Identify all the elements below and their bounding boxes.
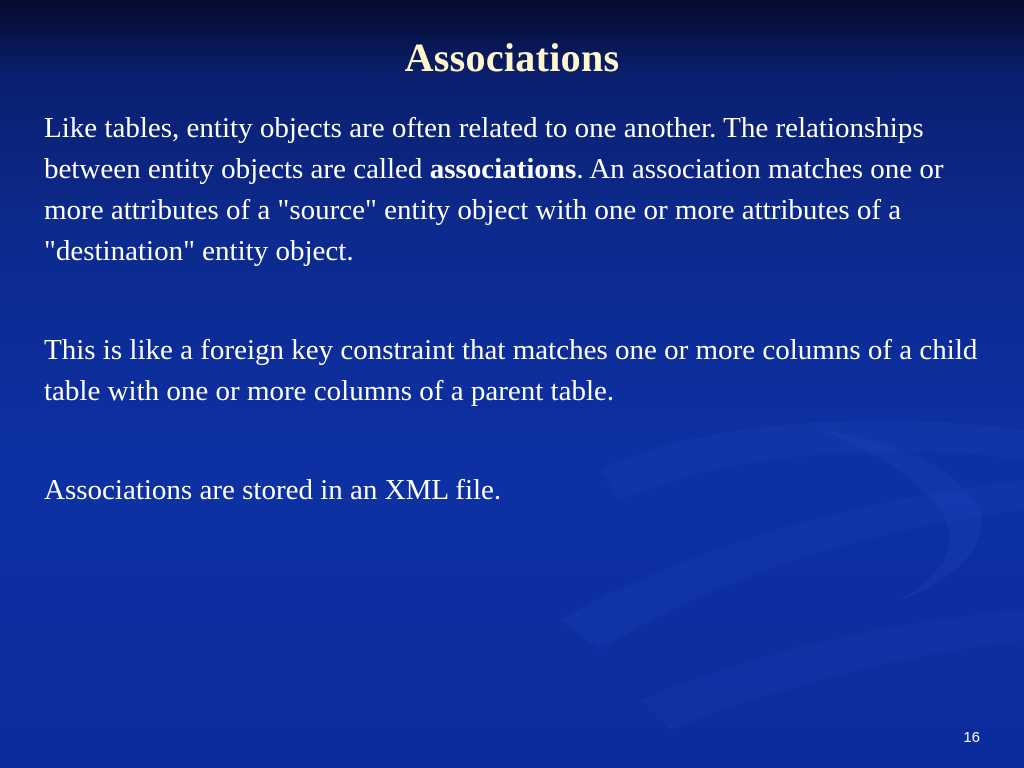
bold-term: associations — [429, 153, 577, 185]
slide-body — [44, 108, 994, 511]
paragraph-foreign-key-analogy: This is like a foreign key constraint that matches one or more columns of a child table with one or more columns of a parent table. — [44, 334, 978, 407]
paragraph-text: . An association matches one or more attributes of a "source" entity object with one or more attributes of a "destination" entity object. — [44, 153, 944, 267]
paragraph-associations-definition — [44, 108, 994, 272]
paragraph-text: Like tables, entity objects are often related to one another. The relationships between entity objects are called — [44, 112, 924, 185]
paragraph-xml-storage: Associations are stored in an XML file. — [44, 474, 502, 506]
slide-title: Associations — [404, 35, 620, 80]
page-number: 16 — [963, 729, 980, 746]
